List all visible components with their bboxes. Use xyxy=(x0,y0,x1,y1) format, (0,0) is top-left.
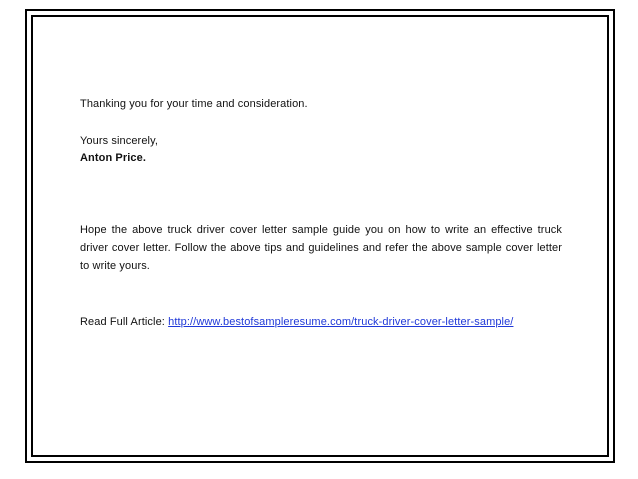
read-full-article-label: Read Full Article: xyxy=(80,316,169,328)
signature: Anton Price. xyxy=(80,152,146,164)
signoff: Yours sincerely, xyxy=(80,135,159,147)
read-full-article xyxy=(80,315,513,329)
guide-paragraph: Hope the above truck driver cover letter sample guide you on how to write an effective truck driver cover letter. Follow the above tips and guidelines and refer the above sample cover letter to write yours. xyxy=(80,224,562,272)
article-link[interactable]: http://www.bestofsampleresume.com/truck-driver-cover-letter-sample/ xyxy=(168,316,514,328)
closing-line: Thanking you for your time and consideration. xyxy=(80,98,308,110)
